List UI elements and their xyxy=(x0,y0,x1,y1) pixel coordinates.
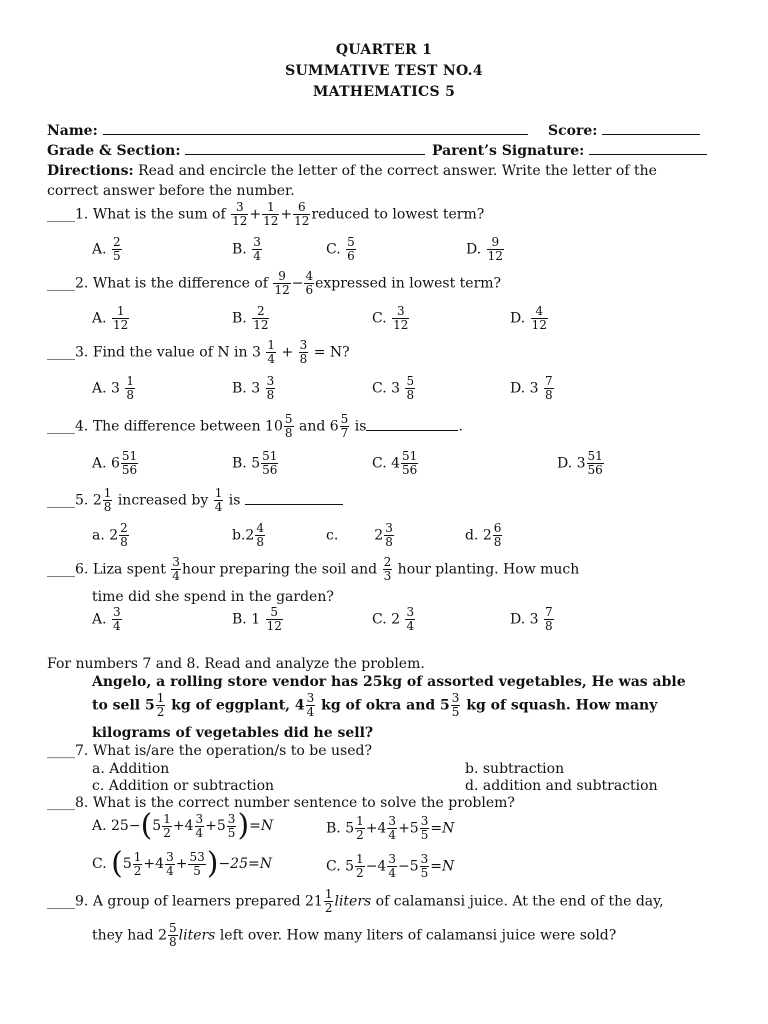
q8-choice-b[interactable]: B. 5 $\frac{1}{2}$ +4 $\frac{3}{4}$ +5 $\frac{3}{5}$ =N xyxy=(326,814,455,842)
score-blank[interactable] xyxy=(602,134,700,135)
q1-choice-a[interactable]: A. $\frac{2}{5}$ xyxy=(92,235,121,263)
q1-choice-b[interactable]: B. $\frac{3}{4}$ xyxy=(232,235,261,263)
directions-label: Directions: xyxy=(47,163,134,179)
q4-choice-a[interactable]: A. 6 $\frac{51}{56}$ xyxy=(92,449,138,477)
q9-number: ____9. xyxy=(47,893,89,910)
name-blank[interactable] xyxy=(103,134,528,135)
q5-choice-b[interactable]: b.2 $\frac{4}{8}$ xyxy=(232,521,264,549)
question-3: ____3. Find the value of N in 3 $\frac{1}{4}$ + $\frac{3}{8}$ = N? xyxy=(47,338,350,366)
q2-choice-d[interactable]: D. $\frac{4}{12}$ xyxy=(510,304,547,332)
q4-text: The difference between xyxy=(92,418,261,435)
q5-choice-a[interactable]: a. 2 $\frac{2}{8}$ xyxy=(92,521,128,549)
test-title-subject: MATHEMATICS 5 xyxy=(312,84,456,100)
q8-choice-a[interactable]: A. 25−(5 $\frac{1}{2}$ +4 $\frac{3}{4}$ +5 $\frac{3}{5}$ )=N xyxy=(92,808,274,843)
q6-number: ____6. xyxy=(47,561,89,578)
q7-choice-c[interactable]: c. Addition or subtraction xyxy=(92,778,275,794)
question-9: ____9. A group of learners prepared 21 $\frac{1}{2}$ liters of calamansi juice. At the end of the day, xyxy=(47,887,664,915)
question-1: ____1. What is the sum of $\frac{3}{12}$ + $\frac{1}{12}$ + $\frac{6}{12}$ reduced to lowest term? xyxy=(47,200,485,228)
q3-choice-c[interactable]: C. 3 $\frac{5}{8}$ xyxy=(372,374,415,402)
grade-section-blank[interactable] xyxy=(185,154,425,155)
q4-number: ____4. xyxy=(47,418,89,435)
directions-text-1: Read and encircle the letter of the correct answer. Write the letter of the xyxy=(133,163,657,179)
q4-choice-c[interactable]: C. 4 $\frac{51}{56}$ xyxy=(372,449,418,477)
q6-choice-c[interactable]: C. 2 $\frac{3}{4}$ xyxy=(372,605,415,633)
q5-number: ____5. xyxy=(47,492,89,509)
question-7: ____7. What is/are the operation/s to be used? xyxy=(47,743,372,759)
q2-choice-b[interactable]: B. $\frac{2}{12}$ xyxy=(232,304,269,332)
q3-text: Find the value of N in 3 xyxy=(92,344,261,361)
question-2: ____2. What is the difference of $\frac{9}{12}$ − $\frac{4}{6}$ expressed in lowest term? xyxy=(47,269,502,297)
q1-choice-d[interactable]: D. $\frac{9}{12}$ xyxy=(466,235,503,263)
q6-choice-b[interactable]: B. 1 $\frac{5}{12}$ xyxy=(232,605,282,633)
q6-choice-d[interactable]: D. 3 $\frac{7}{8}$ xyxy=(510,605,553,633)
q7-choice-a[interactable]: a. Addition xyxy=(92,761,170,777)
parent-signature-blank[interactable] xyxy=(589,154,707,155)
question-6: ____6. Liza spent $\frac{3}{4}$ hour preparing the soil and $\frac{2}{3}$ hour planting. How much xyxy=(47,555,580,583)
q2-tail: expressed in lowest term? xyxy=(315,275,502,292)
q6-text-2: time did she spend in the garden? xyxy=(92,589,334,605)
q4-choice-b[interactable]: B. 5 $\frac{51}{56}$ xyxy=(232,449,278,477)
q2-choice-c[interactable]: C. $\frac{3}{12}$ xyxy=(372,304,409,332)
q2-number: ____2. xyxy=(47,275,89,292)
q1-tail: reduced to lowest term? xyxy=(311,206,485,223)
q1-number: ____1. xyxy=(47,206,89,223)
question-5: ____5. 2 $\frac{1}{8}$ increased by $\frac{1}{4}$ is xyxy=(47,487,343,514)
directions xyxy=(47,162,657,180)
q3-number: ____3. xyxy=(47,344,89,361)
q1-choice-c[interactable]: C. $\frac{5}{6}$ xyxy=(326,235,355,263)
q5-choice-d[interactable]: d. 2 $\frac{6}{8}$ xyxy=(465,521,502,549)
parent-signature-field xyxy=(432,143,707,159)
q3-choice-a[interactable]: A. 3 $\frac{1}{8}$ xyxy=(92,374,135,402)
q7-number: ____7. xyxy=(47,743,89,759)
problem-line-2: to sell 5 $\frac{1}{2}$ kg of eggplant, 4 $\frac{3}{4}$ kg of okra and 5 $\frac{3}{5}$ kg of squash. How many xyxy=(92,691,658,719)
q7-choice-b[interactable]: b. subtraction xyxy=(465,761,565,777)
q8-choice-c[interactable]: C. (5 $\frac{1}{2}$ +4 $\frac{3}{4}$ + $\frac{53}{5}$ )−25=N xyxy=(92,846,272,881)
q8-number: ____8. xyxy=(47,795,89,811)
test-title-summative: SUMMATIVE TEST NO.4 xyxy=(285,63,483,79)
q2-text: What is the difference of xyxy=(92,275,268,292)
q7-choice-d[interactable]: d. addition and subtraction xyxy=(465,778,658,794)
problem-intro: For numbers 7 and 8. Read and analyze the problem. xyxy=(47,656,425,672)
q4-blank[interactable] xyxy=(366,430,458,431)
q5-choice-c[interactable]: c. 2 $\frac{3}{8}$ xyxy=(326,521,393,549)
name-field xyxy=(47,123,528,139)
q3-tail: = N? xyxy=(313,344,350,361)
grade-section-field xyxy=(47,143,425,159)
q3-choice-b[interactable]: B. 3 $\frac{3}{8}$ xyxy=(232,374,275,402)
q6-choice-a[interactable]: A. $\frac{3}{4}$ xyxy=(92,605,121,633)
problem-line-3: kilograms of vegetables did he sell? xyxy=(92,725,374,741)
q5-blank[interactable] xyxy=(245,504,343,505)
problem-line-1: Angelo, a rolling store vendor has 25kg of assorted vegetables, He was able xyxy=(92,674,686,690)
q2-choice-a[interactable]: A. $\frac{1}{12}$ xyxy=(92,304,129,332)
question-9-line-2: they had 2 $\frac{5}{8}$ liters left over. How many liters of calamansi juice were sold? xyxy=(92,921,617,949)
q8-choice-d[interactable]: C. 5 $\frac{1}{2}$ −4 $\frac{3}{4}$ −5 $\frac{3}{5}$ =N xyxy=(326,852,455,880)
test-title-quarter: QUARTER 1 xyxy=(335,42,433,58)
q1-text: What is the sum of xyxy=(92,206,226,223)
question-8: ____8. What is the correct number sentence to solve the problem? xyxy=(47,795,515,811)
grade-section-label: Grade & Section: xyxy=(47,143,181,159)
score-label: Score: xyxy=(548,123,598,139)
directions-text-2: correct answer before the number. xyxy=(47,183,295,199)
q3-choice-d[interactable]: D. 3 $\frac{7}{8}$ xyxy=(510,374,553,402)
q4-choice-d[interactable]: D. 3 $\frac{51}{56}$ xyxy=(557,449,603,477)
score-field xyxy=(548,123,700,139)
name-label: Name: xyxy=(47,123,98,139)
parent-signature-label: Parent’s Signature: xyxy=(432,143,585,159)
question-4: ____4. The difference between 10 $\frac{5}{8}$ and 6 $\frac{5}{7}$ is . xyxy=(47,412,463,440)
